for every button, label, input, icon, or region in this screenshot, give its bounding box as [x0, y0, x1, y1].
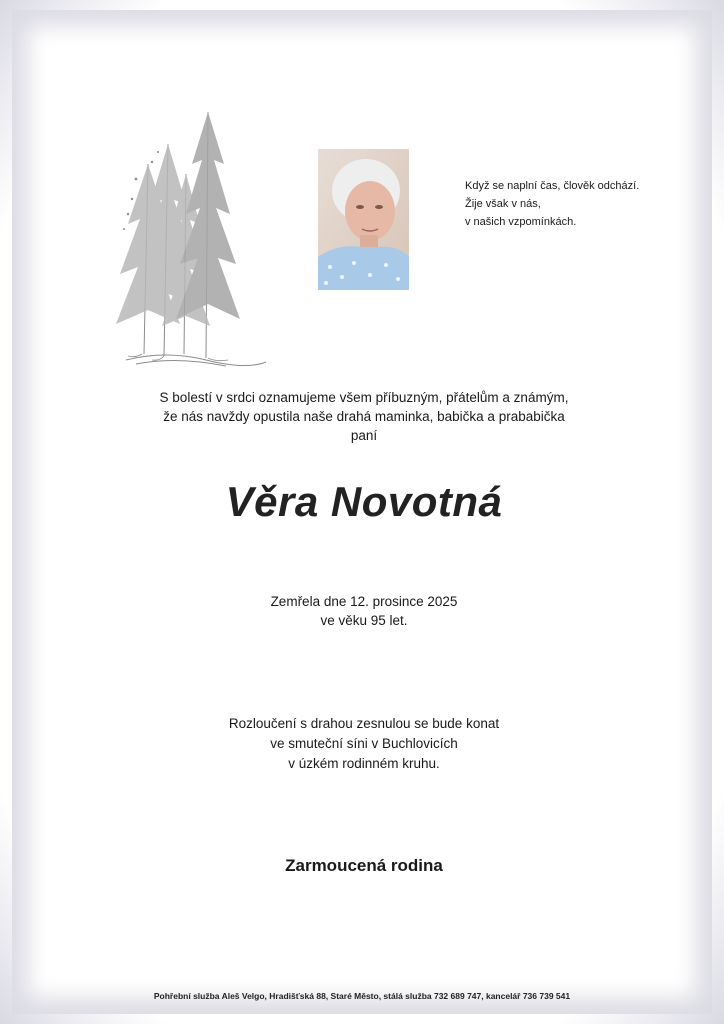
family-signature: Zarmoucená rodina [285, 856, 443, 875]
announcement-intro [90, 388, 638, 445]
farewell-line: Rozloučení s drahou zesnulou se bude konat [228, 716, 500, 731]
farewell-info [90, 714, 638, 774]
pine-trees-icon [106, 104, 281, 370]
farewell-line: v úzkém rodinném kruhu. [288, 756, 440, 771]
intro-line: paní [350, 428, 378, 443]
intro-line: S bolestí v srdci oznamujeme všem příbuzným, přátelům a známým, [159, 390, 569, 405]
quote-line: v našich vzpomínkách. [465, 216, 577, 228]
deceased-name: Věra Novotná [225, 478, 503, 525]
death-age: ve věku 95 let. [320, 613, 408, 628]
intro-line: že nás navždy opustila naše drahá maminka, babička a prababička [163, 409, 565, 424]
portrait-photo [318, 149, 409, 290]
funeral-service-footer: Pohřební služba Aleš Velgo, Hradišťská 88, Staré Město, stálá služba 732 689 747, kancelář 736 739 541 [153, 991, 571, 1001]
farewell-line: ve smuteční síni v Buchlovicích [270, 736, 458, 751]
memorial-quote [465, 177, 685, 231]
death-date: Zemřela dne 12. prosince 2025 [270, 594, 458, 609]
death-info [90, 592, 638, 630]
quote-line: Žije však v nás, [465, 198, 541, 210]
portrait-icon [318, 149, 409, 290]
quote-line: Když se naplní čas, člověk odchází. [465, 180, 640, 192]
